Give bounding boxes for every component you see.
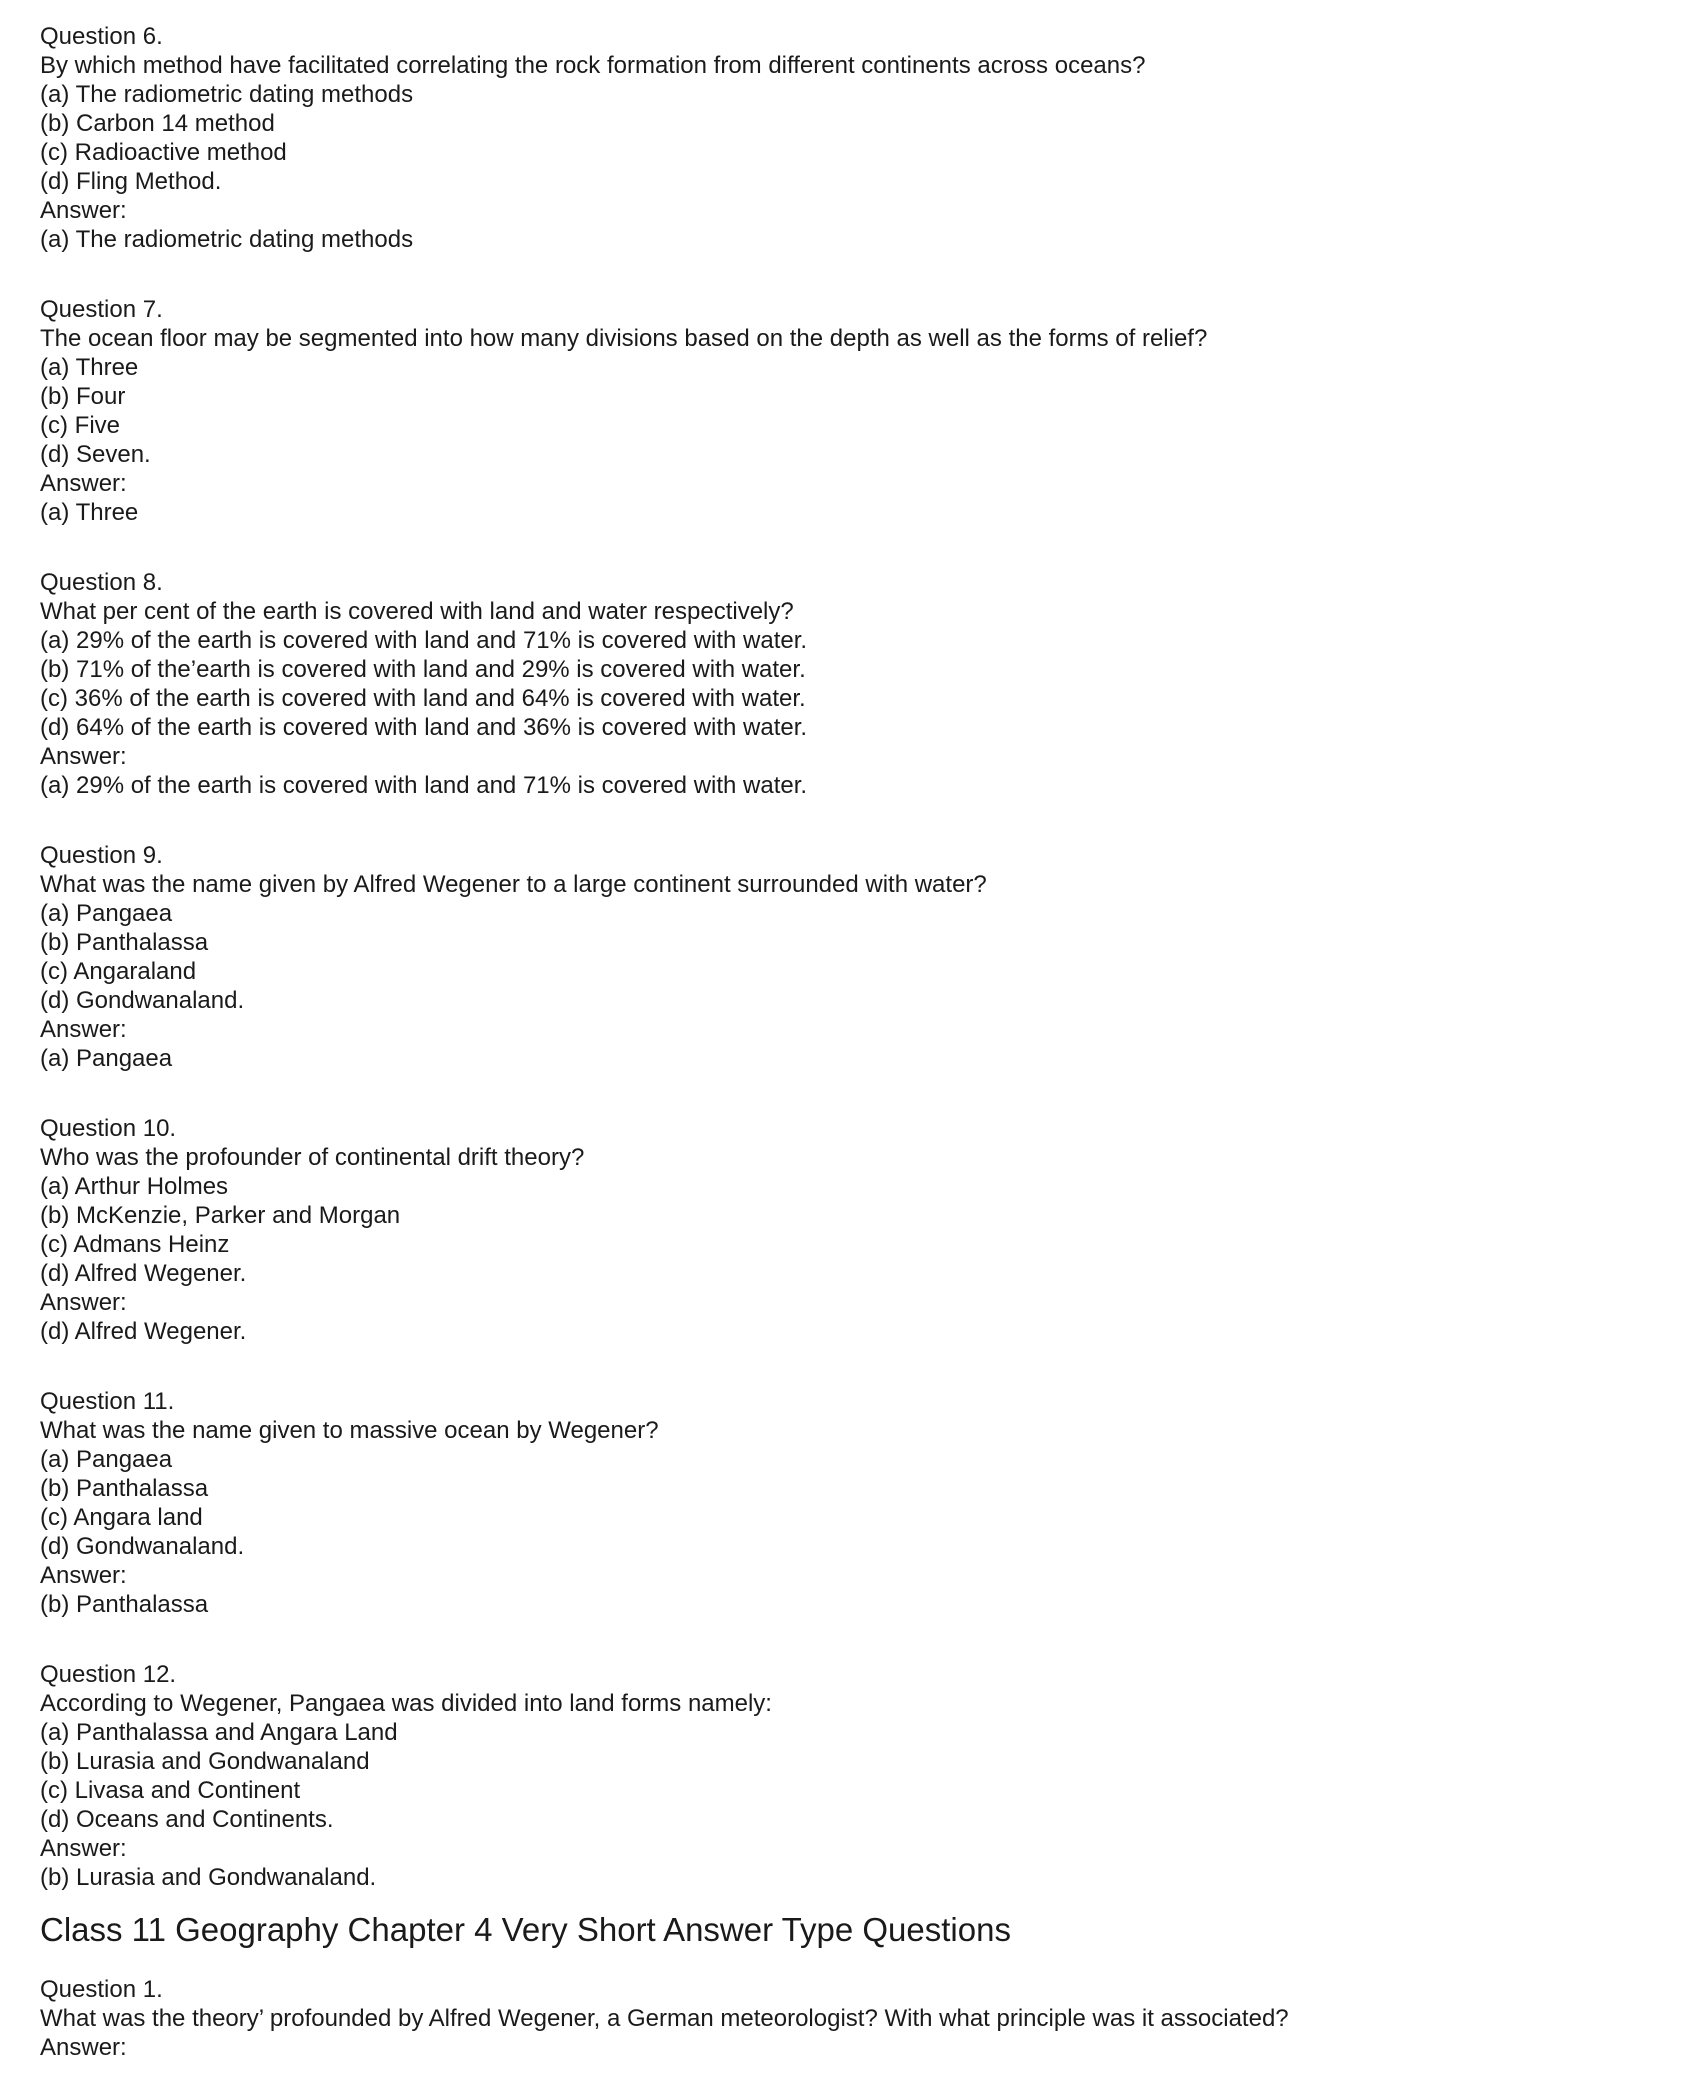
question-text: By which method have facilitated correlating the rock formation from different continents across oceans?: [40, 52, 1146, 79]
option-c: (c) 36% of the earth is covered with land and 64% is covered with water.: [40, 685, 806, 712]
option-d: (d) Gondwanaland.: [40, 1533, 245, 1560]
option-c: (c) Angara land: [40, 1504, 203, 1531]
option-c: (c) Admans Heinz: [40, 1231, 230, 1258]
option-a: (a) Pangaea: [40, 1446, 173, 1473]
section-heading: Class 11 Geography Chapter 4 Very Short Answer Type Questions: [40, 1911, 1011, 1948]
answer-text: (a) 29% of the earth is covered with land and 71% is covered with water.: [40, 772, 808, 799]
question-title: Question 8.: [40, 569, 163, 596]
question-title: Question 10.: [40, 1115, 177, 1142]
question-text: The ocean floor may be segmented into how many divisions based on the depth as well as the forms of relief?: [40, 325, 1208, 352]
option-b: (b) 71% of the’earth is covered with land and 29% is covered with water.: [40, 656, 806, 683]
option-d: (d) Oceans and Continents.: [40, 1806, 334, 1833]
question-block: [40, 22, 1680, 254]
option-d: (d) Alfred Wegener.: [40, 1260, 247, 1287]
question-text: What was the theory’ profounded by Alfred Wegener, a German meteorologist? With what principle was it associated?: [40, 2005, 1289, 2032]
answer-text: (d) Alfred Wegener.: [40, 1318, 247, 1345]
option-a: (a) 29% of the earth is covered with land and 71% is covered with water.: [40, 627, 808, 654]
option-a: (a) Panthalassa and Angara Land: [40, 1719, 398, 1746]
option-b: (b) Four: [40, 383, 126, 410]
answer-text: (b) Panthalassa: [40, 1591, 209, 1618]
question-block: [40, 841, 1680, 1073]
answer-label: Answer:: [40, 197, 127, 224]
question-title: Question 12.: [40, 1661, 177, 1688]
question-title: Question 11.: [40, 1388, 175, 1415]
question-title: Question 9.: [40, 842, 163, 869]
question-text: What was the name given by Alfred Wegener to a large continent surrounded with water?: [40, 871, 987, 898]
question-title: Question 6.: [40, 23, 163, 50]
question-title: Question 7.: [40, 296, 163, 323]
answer-label: Answer:: [40, 470, 127, 497]
answer-text: (a) Three: [40, 499, 139, 526]
option-a: (a) Pangaea: [40, 900, 173, 927]
answer-label: Answer:: [40, 1289, 127, 1316]
option-b: (b) Panthalassa: [40, 929, 209, 956]
document-page: [40, 22, 1680, 2062]
answer-label: Answer:: [40, 743, 127, 770]
question-block: [40, 1387, 1680, 1619]
answer-label: Answer:: [40, 1562, 127, 1589]
answer-label: Answer:: [40, 1835, 127, 1862]
answer-label: Answer:: [40, 1016, 127, 1043]
option-d: (d) Seven.: [40, 441, 151, 468]
option-c: (c) Five: [40, 412, 120, 439]
option-c: (c) Livasa and Continent: [40, 1777, 301, 1804]
question-block: [40, 1114, 1680, 1346]
option-b: (b) McKenzie, Parker and Morgan: [40, 1202, 401, 1229]
option-a: (a) Three: [40, 354, 139, 381]
option-b: (b) Panthalassa: [40, 1475, 209, 1502]
option-d: (d) 64% of the earth is covered with land and 36% is covered with water.: [40, 714, 808, 741]
option-c: (c) Radioactive method: [40, 139, 287, 166]
question-title: Question 1.: [40, 1976, 163, 2003]
question-text: According to Wegener, Pangaea was divided into land forms namely:: [40, 1690, 772, 1717]
answer-label: Answer:: [40, 2034, 127, 2061]
question-block: [40, 568, 1680, 800]
option-b: (b) Carbon 14 method: [40, 110, 275, 137]
option-c: (c) Angaraland: [40, 958, 197, 985]
option-a: (a) Arthur Holmes: [40, 1173, 229, 1200]
option-b: (b) Lurasia and Gondwanaland: [40, 1748, 370, 1775]
option-d: (d) Gondwanaland.: [40, 987, 245, 1014]
question-text: What per cent of the earth is covered with land and water respectively?: [40, 598, 794, 625]
question-block: [40, 295, 1680, 527]
answer-text: (a) The radiometric dating methods: [40, 226, 414, 253]
answer-text: (a) Pangaea: [40, 1045, 173, 1072]
option-d: (d) Fling Method.: [40, 168, 222, 195]
question-block: [40, 1975, 1680, 2062]
answer-text: (b) Lurasia and Gondwanaland.: [40, 1864, 377, 1891]
question-block: [40, 1660, 1680, 1892]
question-text: Who was the profounder of continental drift theory?: [40, 1144, 585, 1171]
question-text: What was the name given to massive ocean by Wegener?: [40, 1417, 659, 1444]
option-a: (a) The radiometric dating methods: [40, 81, 414, 108]
